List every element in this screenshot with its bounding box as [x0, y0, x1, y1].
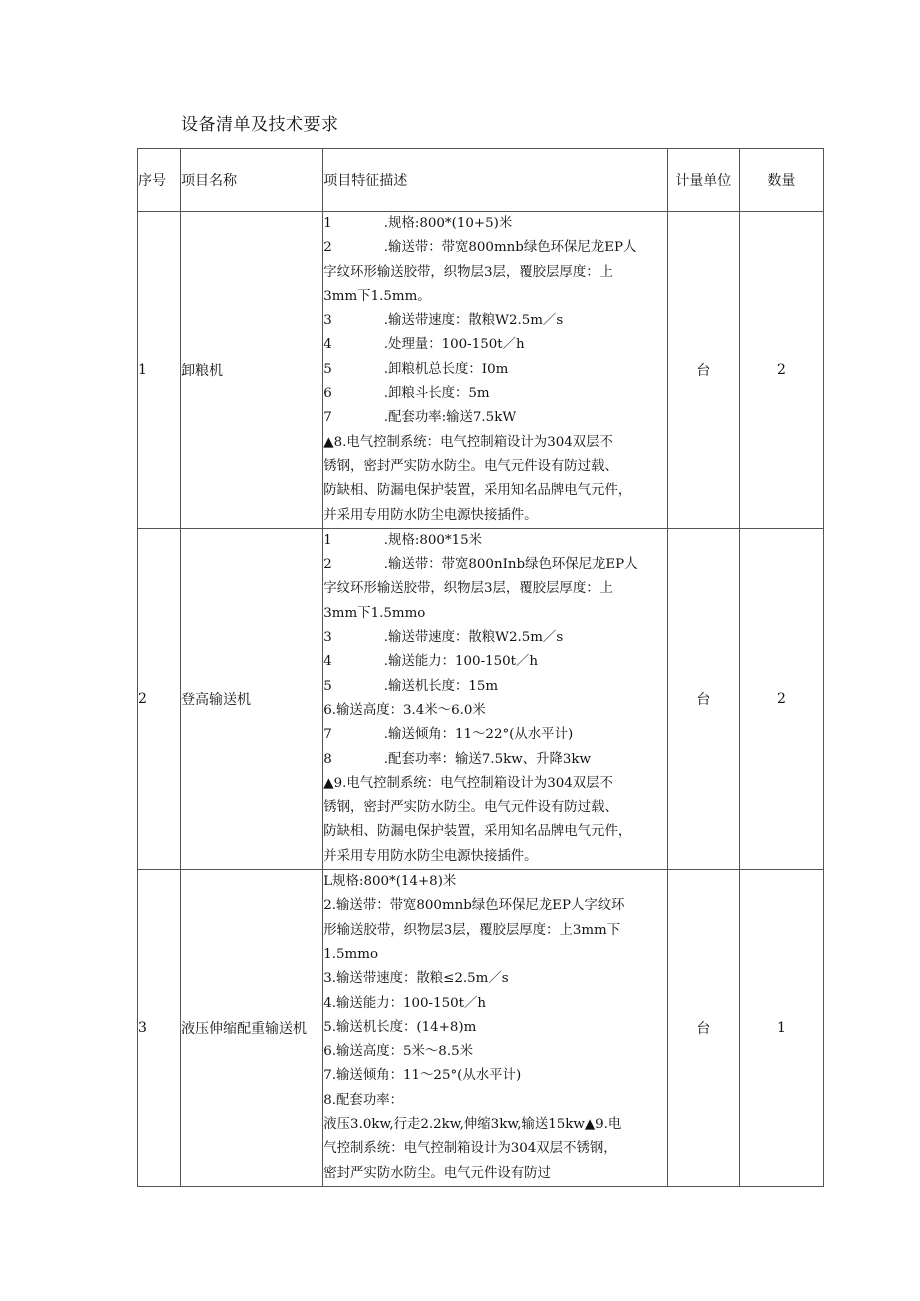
header-item-name: 项目名称 — [181, 149, 323, 212]
description-line — [323, 820, 667, 844]
description-line-text: .卸粮斗长度：5m — [383, 386, 490, 402]
description-line — [323, 943, 667, 967]
description-line — [323, 845, 667, 869]
description-line-text: 3mm下1.5mm。 — [323, 288, 431, 304]
description-line — [323, 1113, 667, 1137]
description-line-number: 4 — [323, 337, 332, 353]
description-line-number: 1 — [323, 216, 332, 231]
description-line-text: ▲9.电气控制系统：电气控制箱设计为304双层不 — [323, 775, 613, 791]
description-line — [323, 748, 667, 772]
description-line — [323, 285, 667, 309]
description-line-text: 字纹环形输送胶带，织物层3层，覆胶层厚度：上 — [323, 581, 613, 597]
description-line-number: 8 — [323, 751, 332, 767]
description-line-text: .配套功率:输送7.5kW — [383, 410, 517, 426]
description-line — [323, 236, 667, 260]
description-line-text: 防缺相、防漏电保护装置，采用知名品牌电气元件， — [323, 824, 632, 840]
description-line — [323, 796, 667, 820]
row-item-description — [323, 212, 668, 529]
description-line — [323, 358, 667, 382]
description-line-text: .规格:800*(10+5)米 — [383, 216, 513, 231]
row-item-description — [323, 870, 668, 1187]
description-line — [323, 675, 667, 699]
table-row — [138, 870, 824, 1187]
description-line — [323, 602, 667, 626]
description-line-text: 2.输送带：带宽800mnb绿色环保尼龙EP人字纹环 — [323, 898, 625, 914]
description-line — [323, 894, 667, 918]
row-item-name: 卸粮机 — [181, 212, 323, 529]
description-line-text: 防缺相、防漏电保护装置，采用知名品牌电气元件， — [323, 483, 632, 499]
description-line-text: 并采用专用防水防尘电源快接插件。 — [323, 848, 538, 864]
description-line — [323, 1016, 667, 1040]
description-line-text: L规格:800*(14+8)米 — [323, 874, 457, 890]
description-line-text: .输送倾角：11～22°(从水平计) — [383, 727, 574, 743]
description-line-text: .处理量：100-150t／h — [383, 337, 525, 353]
description-line — [323, 553, 667, 577]
description-line — [323, 723, 667, 747]
description-line-text: .卸粮机总长度：I0m — [383, 361, 509, 377]
description-line — [323, 870, 667, 894]
description-line — [323, 431, 667, 455]
table-row — [138, 212, 824, 529]
row-item-name: 液压伸缩配重输送机 — [181, 870, 323, 1187]
description-line — [323, 626, 667, 650]
description-line-text: 5.输送机长度：(14+8)m — [323, 1019, 477, 1035]
description-line — [323, 504, 667, 528]
row-item-description — [323, 528, 668, 869]
description-line-text: 字纹环形输送胶带，织物层3层，覆胶层厚度：上 — [323, 264, 613, 280]
description-line-number: 2 — [323, 240, 332, 256]
description-line — [323, 699, 667, 723]
description-line-text: 4.输送能力：100-150t／h — [323, 995, 487, 1011]
description-line-text: .规格:800*15米 — [383, 532, 483, 548]
description-line — [323, 967, 667, 991]
description-line-text: 3mm下1.5mmo — [323, 605, 426, 621]
description-line — [323, 1064, 667, 1088]
row-quantity: 1 — [739, 870, 823, 1187]
description-line-number: 6 — [323, 386, 332, 402]
header-serial-no: 序号 — [138, 149, 181, 212]
table-row — [138, 528, 824, 869]
row-serial-no: 3 — [138, 870, 181, 1187]
description-line — [323, 309, 667, 333]
description-line — [323, 406, 667, 430]
description-line-text: 并采用专用防水防尘电源快接插件。 — [323, 507, 538, 523]
description-line-text: 密封严实防水防尘。电气元件设有防过 — [323, 1165, 551, 1181]
description-line-number: 5 — [323, 678, 332, 694]
equipment-table — [137, 148, 824, 1187]
description-line-number: 3 — [323, 313, 332, 329]
description-line-text: 6.输送高度：3.4米～6.0米 — [323, 702, 486, 718]
description-line — [323, 919, 667, 943]
description-line-text: 液压3.0kw,行走2.2kw,伸缩3kw,输送15kw▲9.电 — [323, 1116, 622, 1132]
row-serial-no: 2 — [138, 528, 181, 869]
header-unit: 计量单位 — [667, 149, 739, 212]
description-line — [323, 261, 667, 285]
description-line-text: 气控制系统：电气控制箱设计为304双层不锈钢， — [323, 1141, 617, 1157]
description-line-text: .配套功率：输送7.5kw、升降3kw — [383, 751, 591, 767]
description-line — [323, 212, 667, 236]
description-line-number: 5 — [323, 361, 332, 377]
description-line — [323, 455, 667, 479]
description-line-text: .输送带：带宽800nInb绿色环保尼龙EP人 — [383, 557, 638, 573]
description-line — [323, 479, 667, 503]
row-quantity: 2 — [739, 528, 823, 869]
description-line — [323, 1040, 667, 1064]
description-line-number: 7 — [323, 727, 332, 743]
description-line-text: 6.输送高度：5米～8.5米 — [323, 1044, 473, 1060]
description-line-number: 4 — [323, 654, 332, 670]
description-line-text: .输送能力：100-150t／h — [383, 654, 539, 670]
description-line-text: 锈钢，密封严实防水防尘。电气元件设有防过载、 — [323, 800, 618, 816]
description-line-number: 2 — [323, 557, 332, 573]
description-line-text: 8.配套功率： — [323, 1092, 403, 1108]
row-quantity: 2 — [739, 212, 823, 529]
description-line — [323, 577, 667, 601]
table-header-row — [138, 149, 824, 212]
header-item-description: 项目特征描述 — [323, 149, 668, 212]
description-line-text: 锈钢，密封严实防水防尘。电气元件设有防过载、 — [323, 458, 618, 474]
description-line-number: 3 — [323, 630, 332, 646]
row-unit: 台 — [667, 528, 739, 869]
description-line-number: 7 — [323, 410, 332, 426]
document-title: 设备清单及技术要求 — [181, 115, 339, 135]
row-item-name: 登高输送机 — [181, 528, 323, 869]
row-unit: 台 — [667, 870, 739, 1187]
description-line-number: 1 — [323, 532, 332, 548]
description-line-text: .输送带：带宽800mnb绿色环保尼龙EP人 — [383, 240, 637, 256]
description-line-text: ▲8.电气控制系统：电气控制箱设计为304双层不 — [323, 434, 613, 450]
description-line — [323, 333, 667, 357]
description-line-text: 7.输送倾角：11～25°(从水平计) — [323, 1068, 522, 1084]
description-line — [323, 1137, 667, 1161]
description-line-text: 形输送胶带，织物层3层，覆胶层厚度：上3mm下 — [323, 922, 621, 938]
description-line — [323, 529, 667, 553]
description-line-text: .输送机长度：15m — [383, 678, 499, 694]
description-line-text: .输送带速度：散粮W2.5m／s — [383, 630, 564, 646]
description-line — [323, 650, 667, 674]
description-line — [323, 992, 667, 1016]
description-line — [323, 382, 667, 406]
row-unit: 台 — [667, 212, 739, 529]
description-line-text: 1.5mmo — [323, 946, 379, 962]
row-serial-no: 1 — [138, 212, 181, 529]
description-line-text: 3.输送带速度：散粮≤2.5m／s — [323, 971, 509, 987]
header-quantity: 数量 — [739, 149, 823, 212]
description-line — [323, 1089, 667, 1113]
description-line — [323, 772, 667, 796]
description-line-text: .输送带速度：散粮W2.5m／s — [383, 313, 564, 329]
description-line — [323, 1162, 667, 1186]
